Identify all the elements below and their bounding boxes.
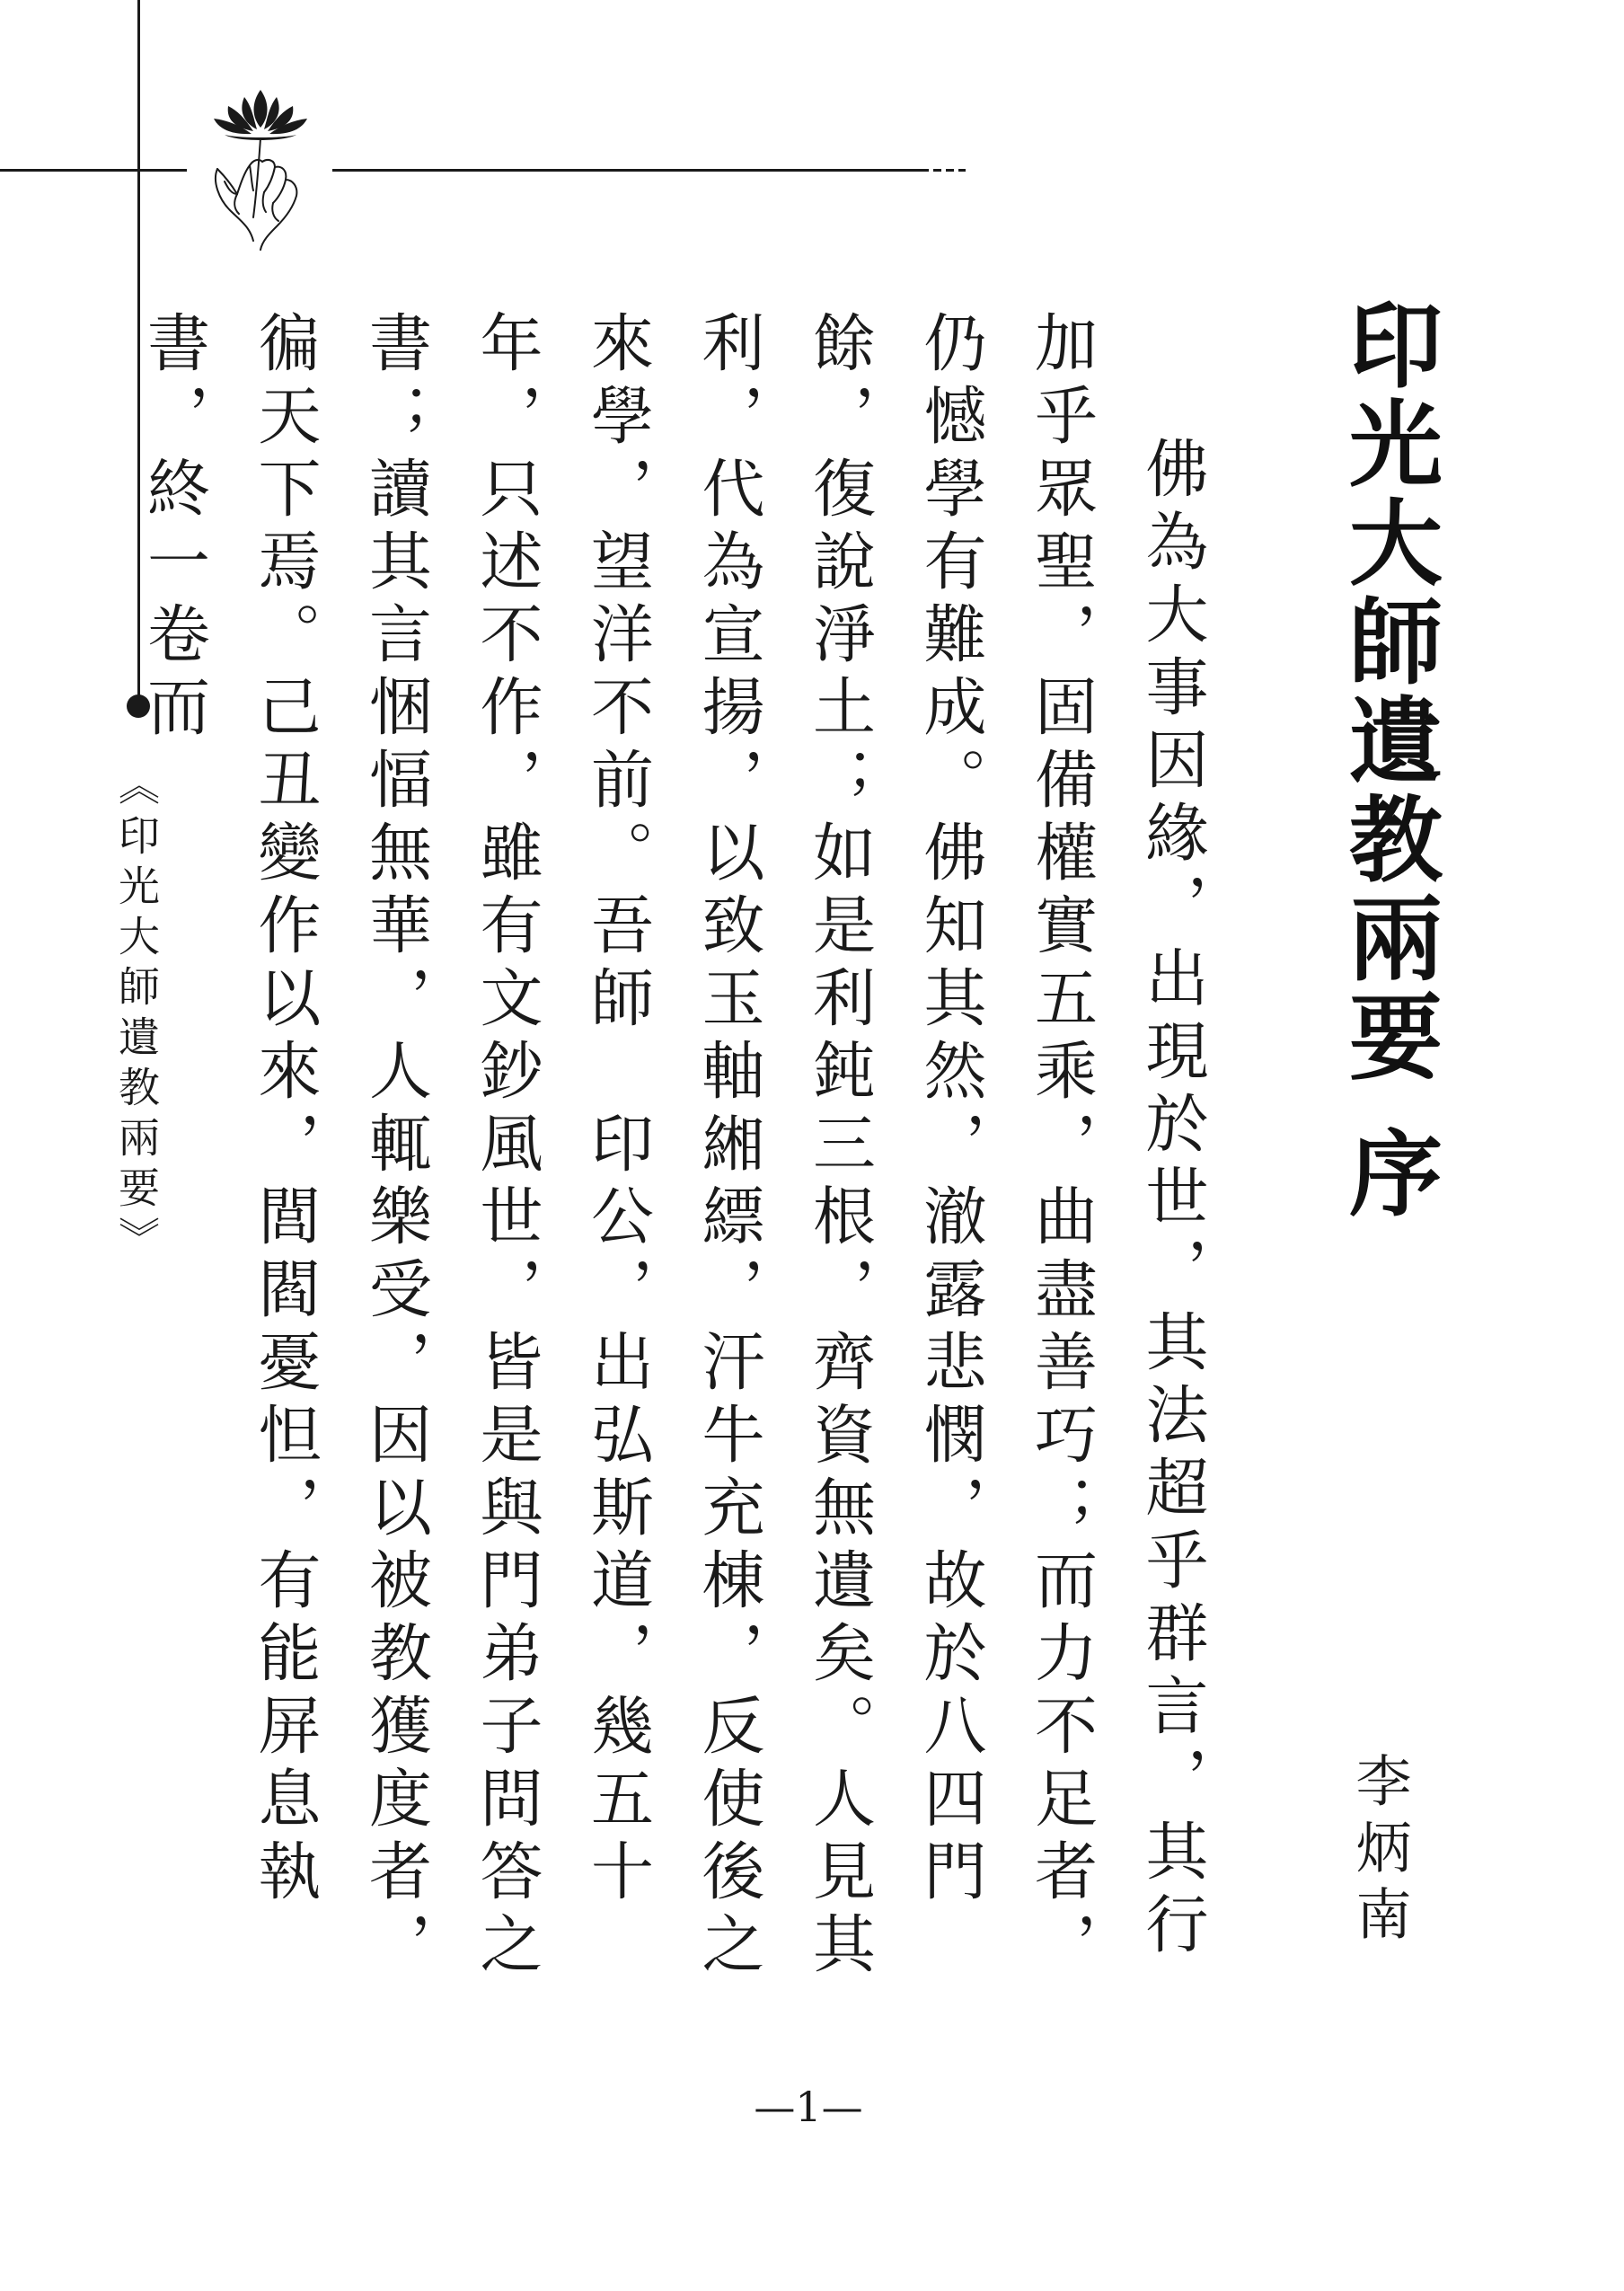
lotus-in-hand-icon <box>198 83 323 253</box>
preface-body-text: 佛為大事因緣，出現於世，其法超乎群言，其行加乎眾聖，固備權實五乘，曲盡善巧；而力不足者，仍憾學有難成。佛知其然，澈露悲憫，故於八四門餘，復說淨土；如是利鈍三根，齊資無遺矣。人見其利，代為宣揚，以致玉軸緗縹，汗牛充棟，反使後之來學，望洋不前。吾師 印公，出弘斯道，幾五十年，只述不作，雖有文鈔風世，皆是與門弟子問答之書；讀其言悃愊無華，人輒樂受，因以被教獲度者，徧天下焉。己丑變作以來，閭閻憂怛，有能屏息執書，終一卷而 <box>137 310 1209 1984</box>
author-name: 李炳南 <box>1346 1752 1412 1951</box>
header-rule-dashes <box>921 169 966 172</box>
running-title: 《印光大師遺教兩要》 <box>112 764 161 1267</box>
header-rule-right <box>332 169 921 172</box>
page-title: 印光大師遺教兩要 序 <box>1333 296 1443 1225</box>
page-number: —1— <box>754 2083 863 2131</box>
header-rule-left <box>0 169 187 172</box>
